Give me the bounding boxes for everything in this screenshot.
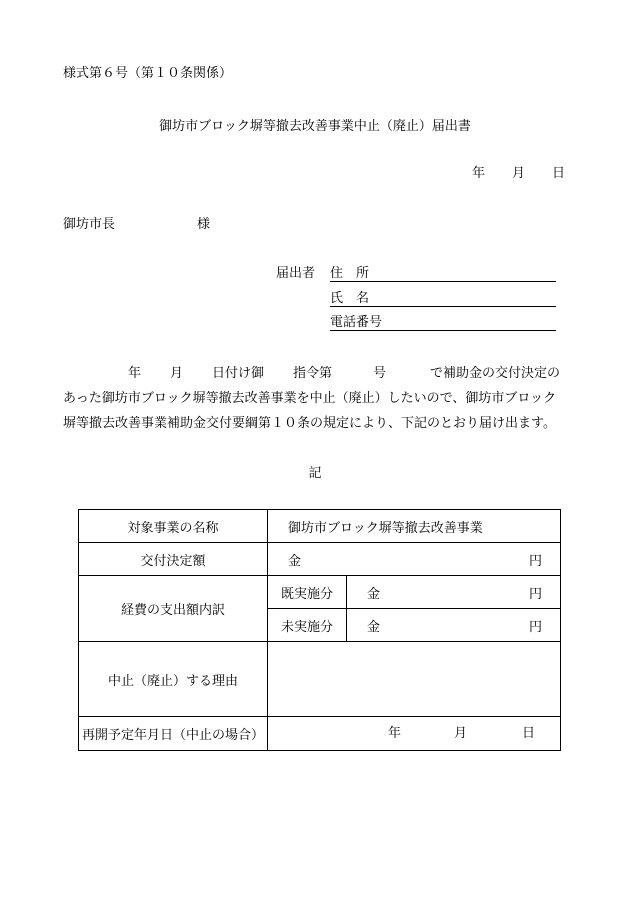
project-name-label: 対象事業の名称 xyxy=(79,510,268,543)
body-year: 年 xyxy=(128,366,142,381)
table-row xyxy=(79,576,561,609)
notifier-label: 届出者 xyxy=(276,266,316,281)
resume-date-label: 再開予定年月日（中止の場合） xyxy=(79,717,268,751)
phone-underline xyxy=(330,313,556,331)
table-row xyxy=(79,510,561,543)
date-year-label: 年 xyxy=(472,166,486,181)
executed-label: 既実施分 xyxy=(268,576,347,609)
date-month-label: 月 xyxy=(512,166,526,181)
phone-label: 電話番号 xyxy=(330,315,383,330)
unexecuted-amount-cell[interactable] xyxy=(347,609,561,642)
table-row xyxy=(79,717,561,751)
body-line2: あった御坊市ブロック塀等撤去改善事業を中止（廃止）したいので、御坊市ブロック xyxy=(63,391,557,406)
reason-value[interactable] xyxy=(268,642,561,717)
resume-month-label: 月 xyxy=(454,725,468,741)
form-number: 様式第６号（第１０条関係） xyxy=(63,66,233,81)
table-row xyxy=(79,543,561,576)
resume-day-label: 日 xyxy=(522,725,536,741)
executed-amount-prefix: 金 xyxy=(367,586,381,602)
grant-amount-label: 交付決定額 xyxy=(79,543,268,576)
body-day-suffix: 日付け御 xyxy=(212,366,265,381)
document-title: 御坊市ブロック塀等撤去改善事業中止（廃止）届出書 xyxy=(159,119,471,134)
name-label: 氏 名 xyxy=(330,291,370,306)
breakdown-label: 経費の支出額内訳 xyxy=(79,576,268,642)
body-number: 号 xyxy=(373,366,387,381)
resume-year-label: 年 xyxy=(388,725,402,741)
body-directive: 指令第 xyxy=(293,366,333,381)
unexecuted-label: 未実施分 xyxy=(268,609,347,642)
addressee-name: 御坊市長 xyxy=(63,217,116,232)
body-line1-tail: で補助金の交付決定の xyxy=(430,366,561,381)
executed-amount-unit: 円 xyxy=(528,586,542,602)
body-line3: 塀等撤去改善事業補助金交付要綱第１０条の規定により、下記のとおり届け出ます。 xyxy=(63,416,556,431)
name-underline xyxy=(330,289,556,307)
address-underline xyxy=(330,264,556,282)
project-name-value: 御坊市ブロック塀等撤去改善事業 xyxy=(268,510,561,543)
address-label: 住 所 xyxy=(330,266,370,281)
addressee-honorific: 様 xyxy=(197,217,211,232)
unexecuted-amount-prefix: 金 xyxy=(367,619,381,635)
ki-marker: 記 xyxy=(308,466,322,481)
executed-amount-cell[interactable] xyxy=(347,576,561,609)
grant-amount-cell[interactable] xyxy=(268,543,561,576)
grant-amount-prefix: 金 xyxy=(288,553,302,569)
reason-label: 中止（廃止）する理由 xyxy=(79,642,268,717)
date-day-label: 日 xyxy=(552,166,566,181)
table-row xyxy=(79,642,561,717)
body-month: 月 xyxy=(170,366,184,381)
unexecuted-amount-unit: 円 xyxy=(528,619,542,635)
resume-date-cell[interactable] xyxy=(268,717,561,751)
details-table xyxy=(78,509,561,751)
grant-amount-unit: 円 xyxy=(528,553,542,569)
